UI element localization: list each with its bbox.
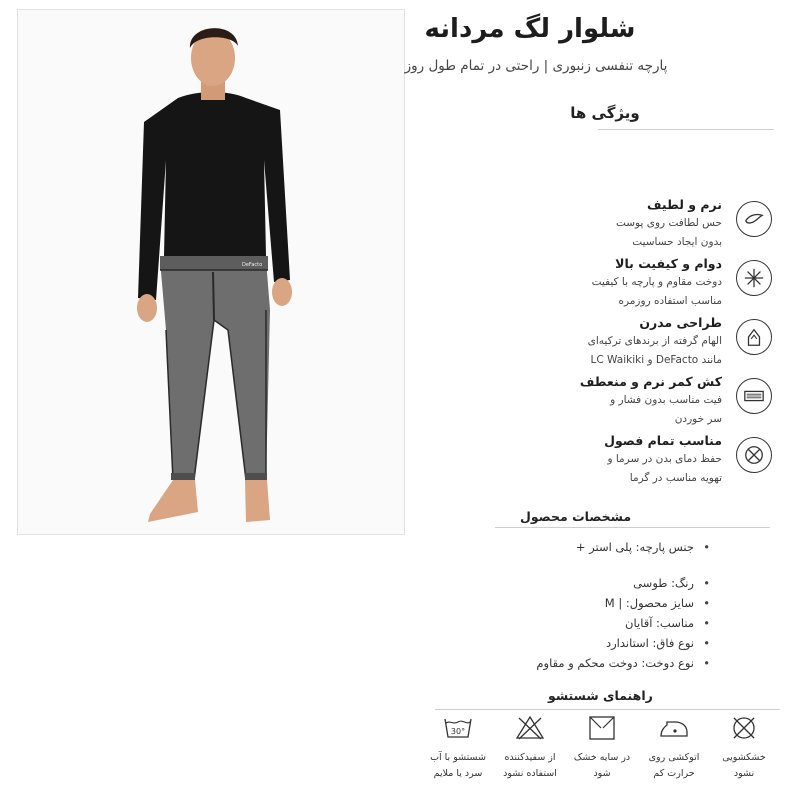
wash-label: در سایه خشک شود <box>573 752 631 779</box>
product-photo <box>17 9 405 535</box>
wash-item <box>422 715 494 782</box>
wash-item <box>708 715 780 782</box>
feature-name: طراحی مدرن <box>639 315 722 330</box>
spec-item: • نوع فاق: استاندارد <box>536 633 710 653</box>
wash-30-icon <box>443 715 473 741</box>
durability-icon <box>736 260 772 296</box>
specs-list-primary <box>576 537 710 557</box>
wash-label: شستشو با آب سرد یا ملایم <box>430 752 486 779</box>
washing-heading: راهنمای شستشو <box>548 688 653 703</box>
modern-design-icon <box>736 319 772 355</box>
spec-item: • نوع دوخت: دوخت محکم و مقاوم <box>536 653 710 673</box>
feature-item <box>567 255 772 315</box>
feature-item <box>567 196 772 256</box>
product-title: شلوار لگ مردانه <box>424 14 636 44</box>
wash-label: اتوکشی روی حرارت کم <box>648 752 700 779</box>
wash-label: از سفیدکننده استفاده نشود <box>503 752 557 779</box>
iron-low-heat-icon <box>659 715 689 741</box>
feature-item <box>567 373 772 433</box>
specs-heading: مشخصات محصول <box>520 509 632 524</box>
product-model-illustration <box>18 10 404 534</box>
wash-item <box>566 715 638 782</box>
feature-name: دوام و کیفیت بالا <box>615 256 722 271</box>
dry-in-shade-icon <box>587 715 617 741</box>
feature-name: مناسب تمام فصول <box>604 433 722 448</box>
spec-item: • سایز محصول: | M <box>536 593 710 613</box>
wash-item <box>494 715 566 782</box>
elastic-waistband-icon <box>736 378 772 414</box>
spec-item: • جنس پارچه: پلی استر + <box>576 537 710 557</box>
specs-divider <box>495 527 770 528</box>
feature-description: الهام گرفته از برندهای ترکیه‌ای مانند DeFacto و LC Waikiki <box>587 335 722 366</box>
no-bleach-icon <box>515 715 545 741</box>
wash-item <box>638 715 710 782</box>
feature-item <box>567 314 772 374</box>
feature-name: کش کمر نرم و منعطف <box>579 374 722 389</box>
washing-divider <box>435 709 780 710</box>
spec-item: • رنگ: طوسی <box>536 573 710 593</box>
specs-list-secondary <box>536 573 710 673</box>
feature-item <box>567 432 772 492</box>
feature-description: دوخت مقاوم و پارچه با کیفیت مناسب استفاده روزمره <box>591 276 722 307</box>
no-dry-clean-icon <box>729 715 759 741</box>
feature-description: حس لطافت روی پوست بدون ایجاد حساسیت <box>615 217 722 248</box>
product-subtitle: پارچه تنفسی زنبوری | راحتی در تمام طول روز <box>404 58 668 74</box>
feature-name: نرم و لطیف <box>647 197 722 212</box>
all-seasons-icon <box>736 437 772 473</box>
waistband-brand-text: DeFacto <box>242 262 263 268</box>
spec-item: • مناسب: آقایان <box>536 613 710 633</box>
feature-description: حفظ دمای بدن در سرما و تهویه مناسب در گرما <box>607 453 722 484</box>
features-divider <box>598 129 774 130</box>
wash-label: خشکشویی نشود <box>722 752 766 779</box>
feature-description: فیت مناسب بدون فشار و سر خوردن <box>610 394 722 425</box>
soft-fabric-icon <box>736 201 772 237</box>
wash-temperature-text: 30° <box>450 727 466 736</box>
features-heading: ویژگی ها <box>570 104 640 122</box>
